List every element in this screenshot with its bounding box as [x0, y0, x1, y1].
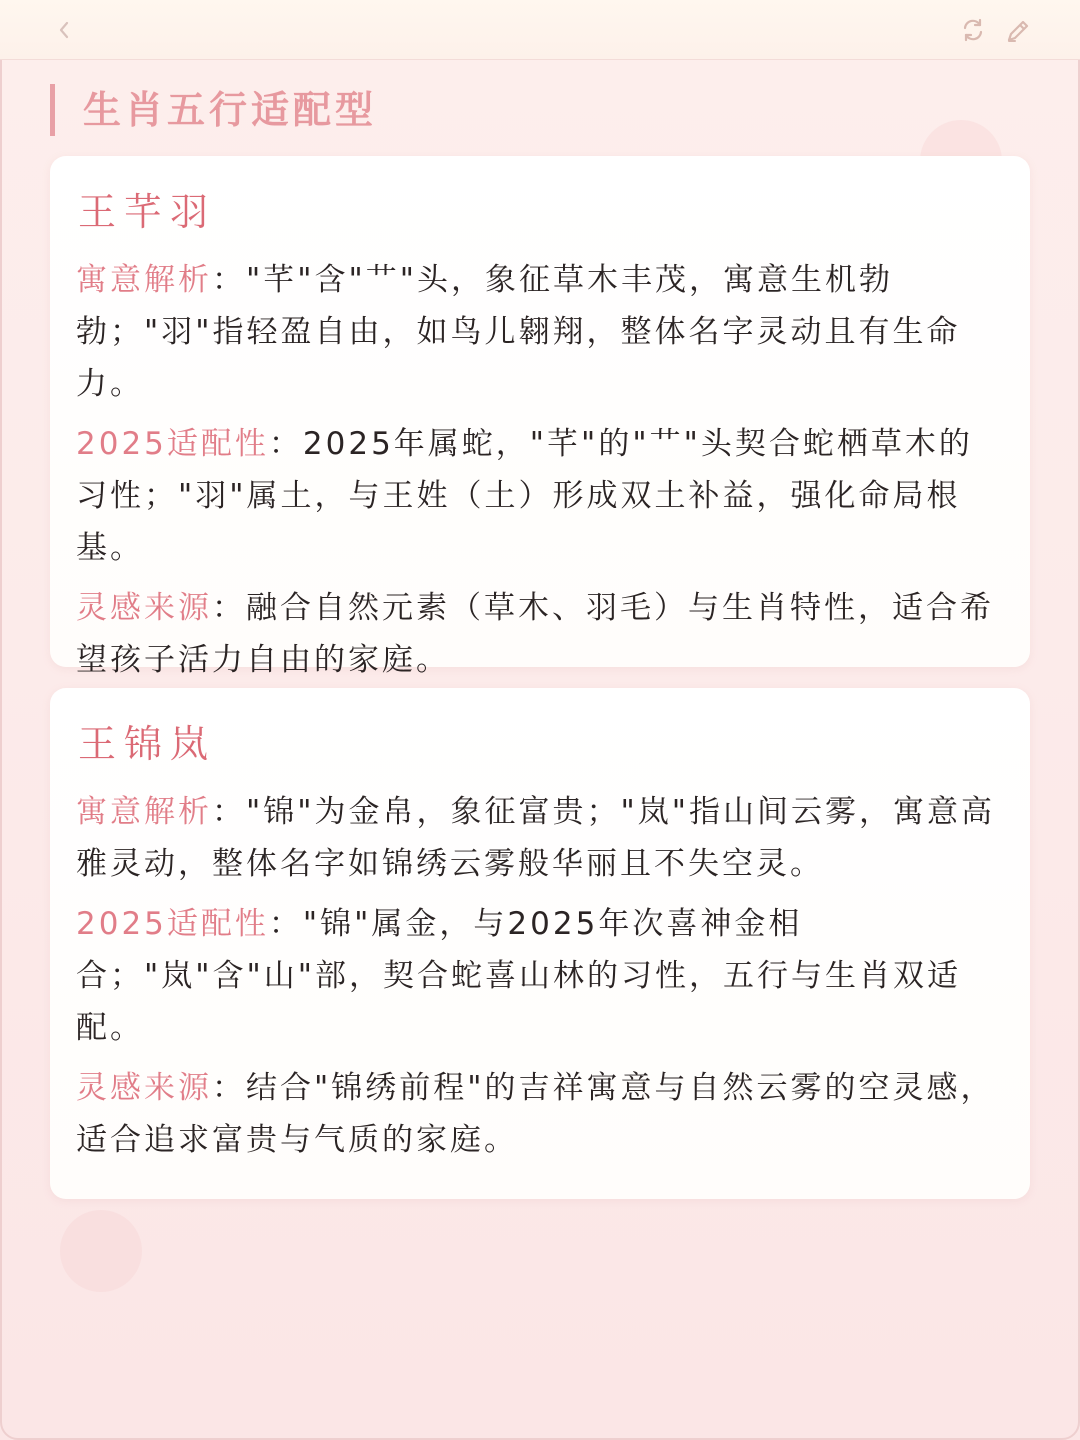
- decorative-circle: [60, 1210, 142, 1292]
- section-label: 2025适配性: [76, 906, 269, 942]
- suitability-section: [76, 418, 1002, 574]
- section-label: 2025适配性: [76, 426, 269, 462]
- card-name: 王芊羽: [78, 190, 217, 234]
- inspiration-section: [76, 1062, 1002, 1166]
- section-text: ：结合"锦绣前程"的吉祥寓意与自然云雾的空灵感，适合追求富贵与气质的家庭。: [76, 1070, 995, 1158]
- meaning-section: [76, 786, 1002, 890]
- section-text: ：融合自然元素（草木、羽毛）与生肖特性，适合希望孩子活力自由的家庭。: [76, 590, 994, 678]
- page-title: 生肖五行适配型: [50, 84, 377, 136]
- section-label: 寓意解析: [76, 794, 212, 830]
- section-label: 寓意解析: [76, 262, 212, 298]
- section-text: ："锦"属金，与2025年次喜神金相合；"岚"含"山"部，契合蛇喜山林的习性，五行与生肖双适配。: [76, 906, 962, 1046]
- section-label: 灵感来源: [76, 1070, 212, 1106]
- refresh-icon[interactable]: [958, 15, 988, 45]
- inspiration-section: [76, 582, 1002, 686]
- card-name: 王锦岚: [78, 722, 217, 766]
- name-card: [50, 688, 1030, 1199]
- name-card: [50, 156, 1030, 678]
- meaning-section: [76, 254, 1002, 410]
- top-bar: [0, 0, 1080, 60]
- section-text: ：2025年属蛇，"芊"的"艹"头契合蛇栖草木的习性；"羽"属土，与王姓（土）形成双土补益，强化命局根基。: [76, 426, 973, 566]
- section-text: ："锦"为金帛，象征富贵；"岚"指山间云雾，寓意高雅灵动，整体名字如锦绣云雾般华丽且不失空灵。: [76, 794, 996, 882]
- pencil-icon[interactable]: [1002, 15, 1034, 47]
- chevron-left-icon[interactable]: [50, 16, 78, 44]
- suitability-section: [76, 898, 1002, 1054]
- section-text: ："芊"含"艹"头，象征草木丰茂，寓意生机勃勃；"羽"指轻盈自由，如鸟儿翱翔，整体名字灵动且有生命力。: [76, 262, 961, 402]
- section-label: 灵感来源: [76, 590, 212, 626]
